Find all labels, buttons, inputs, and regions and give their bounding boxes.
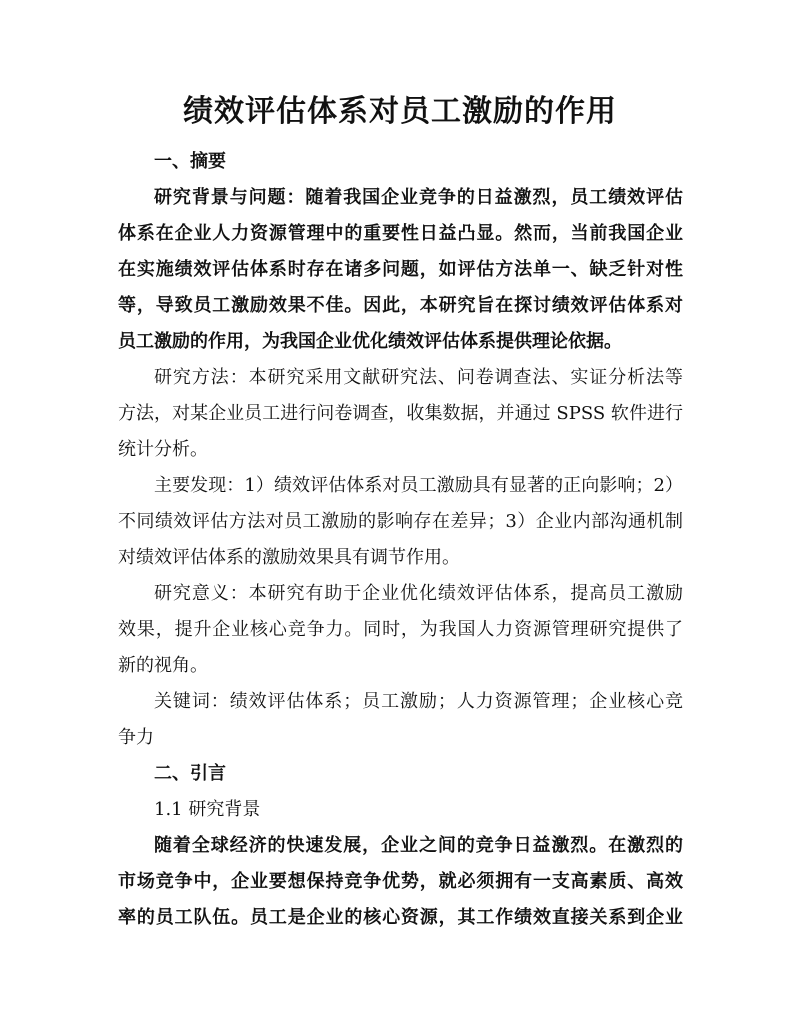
abstract-methods-line: 统计分析。	[118, 439, 208, 460]
abstract-methods-line: 方法，对某企业员工进行问卷调查，收集数据，并通过 SPSS 软件进行	[118, 403, 683, 424]
abstract-background-line: 研究背景与问题：随着我国企业竞争的日益激烈，员工绩效评估	[154, 187, 683, 208]
abstract-findings-line: 对绩效评估体系的激励效果具有调节作用。	[118, 547, 460, 568]
section-heading-introduction: 二、引言	[154, 763, 226, 784]
abstract-keywords-line: 关键词：绩效评估体系；员工激励；人力资源管理；企业核心竞	[154, 691, 683, 712]
abstract-significance-line: 效果，提升企业核心竞争力。同时，为我国人力资源管理研究提供了	[118, 619, 683, 640]
document-title: 绩效评估体系对员工激励的作用	[183, 94, 617, 129]
abstract-significance-line: 研究意义：本研究有助于企业优化绩效评估体系，提高员工激励	[154, 583, 683, 604]
abstract-background-line: 在实施绩效评估体系时存在诸多问题，如评估方法单一、缺乏针对性	[118, 259, 683, 280]
introduction-body-line: 率的员工队伍。员工是企业的核心资源，其工作绩效直接关系到企业	[118, 907, 683, 928]
subsection-heading-background: 1.1 研究背景	[154, 799, 261, 820]
abstract-methods-line: 研究方法：本研究采用文献研究法、问卷调查法、实证分析法等	[154, 367, 683, 388]
abstract-significance-line: 新的视角。	[118, 655, 208, 676]
abstract-findings-line: 不同绩效评估方法对员工激励的影响存在差异；3）企业内部沟通机制	[118, 511, 683, 532]
abstract-background-line: 体系在企业人力资源管理中的重要性日益凸显。然而，当前我国企业	[118, 223, 683, 244]
abstract-findings-line: 主要发现：1）绩效评估体系对员工激励具有显著的正向影响；2）	[154, 475, 683, 496]
section-heading-abstract: 一、摘要	[154, 151, 226, 172]
abstract-keywords-line: 争力	[118, 727, 154, 748]
abstract-background-line: 等，导致员工激励效果不佳。因此，本研究旨在探讨绩效评估体系对	[118, 295, 683, 316]
introduction-body-line: 随着全球经济的快速发展，企业之间的竞争日益激烈。在激烈的	[154, 835, 683, 856]
abstract-background-line: 员工激励的作用，为我国企业优化绩效评估体系提供理论依据。	[118, 331, 622, 352]
introduction-body-line: 市场竞争中，企业要想保持竞争优势，就必须拥有一支高素质、高效	[118, 871, 683, 892]
